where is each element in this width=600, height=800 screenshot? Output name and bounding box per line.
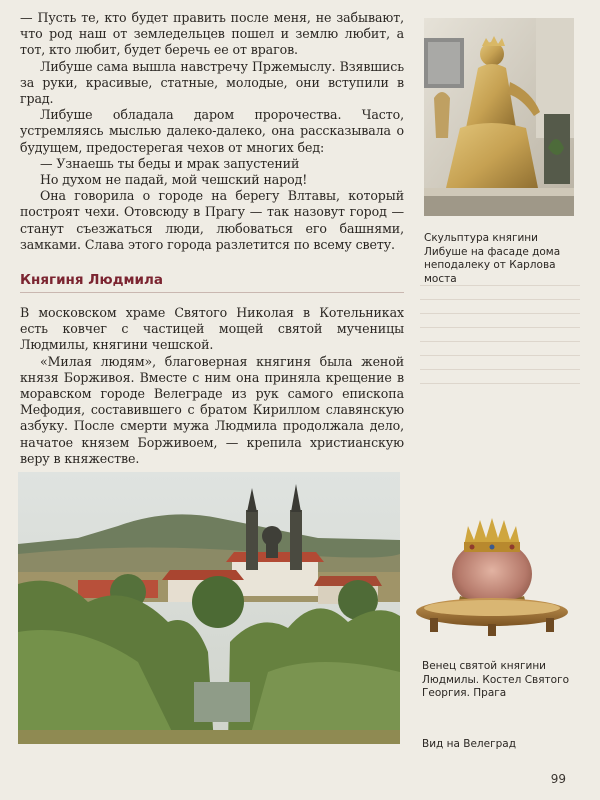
section-heading: Княгиня Людмила bbox=[20, 272, 404, 293]
paragraph: — Пусть те, кто будет править после меня, не забывают, что род наш от земледельцев пошел и землю любит, а тот, кто любит, будет беречь ее от врагов. bbox=[20, 10, 404, 58]
lower-text-block bbox=[20, 305, 404, 467]
paragraph: В московском храме Святого Николая в Котельниках есть ковчег с частицей мощей святой мученицы Людмилы, княгини чешской. bbox=[20, 305, 404, 353]
velehrad-photo bbox=[18, 472, 400, 744]
crown-reliquary-image bbox=[412, 512, 572, 648]
paragraph: Либуше сама вышла навстречу Пржемыслу. Взявшись за руки, красивые, статные, молодые, они вступили в град. bbox=[20, 58, 404, 107]
top-text-block bbox=[20, 10, 404, 253]
verse-line: — Узнаешь ты беды и мрак запустений bbox=[40, 155, 300, 171]
divider bbox=[420, 383, 580, 384]
page-number: 99 bbox=[550, 772, 566, 786]
divider bbox=[420, 341, 580, 342]
divider bbox=[420, 369, 580, 370]
paragraph: Либуше обладала даром пророчества. Часто, устремляясь мыслью далеко-далеко, она рассказывала о будущем, предостерегая чехов от многих бед: bbox=[20, 107, 404, 155]
verse-line: Но духом не падай, мой чешский народ! bbox=[40, 172, 308, 188]
sculpture-caption: Скульптура княгини Либуше на фасаде дома неподалеку от Карлова моста bbox=[424, 232, 561, 285]
divider bbox=[420, 285, 580, 286]
crown-caption: Венец святой княгини Людмилы. Костел Святого Георгия. Прага bbox=[422, 660, 570, 699]
divider bbox=[420, 355, 580, 356]
velehrad-caption: Вид на Велеград bbox=[422, 738, 516, 750]
paragraph: «Милая людям», благоверная княгиня была женой князя Борживоя. Вместе с ним она приняла крещение в моравском городе Велеграде из рук самого епископа Мефодия, составившего с братом Кириллом славянскую азбуку. После смерти мужа Людмила продолжала дело, начатое князем Борживоем, — крепила христианскую веру в княжестве. bbox=[20, 353, 404, 466]
divider bbox=[420, 327, 580, 328]
divider bbox=[420, 299, 580, 300]
divider bbox=[420, 313, 580, 314]
sculpture-image bbox=[424, 18, 574, 216]
margin-rules bbox=[420, 285, 580, 397]
crown-photo bbox=[412, 512, 572, 648]
sculpture-photo bbox=[424, 18, 574, 216]
paragraph: Она говорила о городе на берегу Влтавы, который построят чехи. Отовсюду в Прагу — так назовут город — станут съезжаться люди, любоваться его башнями, замками. Слава этого города разлетится по всему свету. bbox=[20, 188, 404, 252]
velehrad-image bbox=[18, 472, 400, 744]
